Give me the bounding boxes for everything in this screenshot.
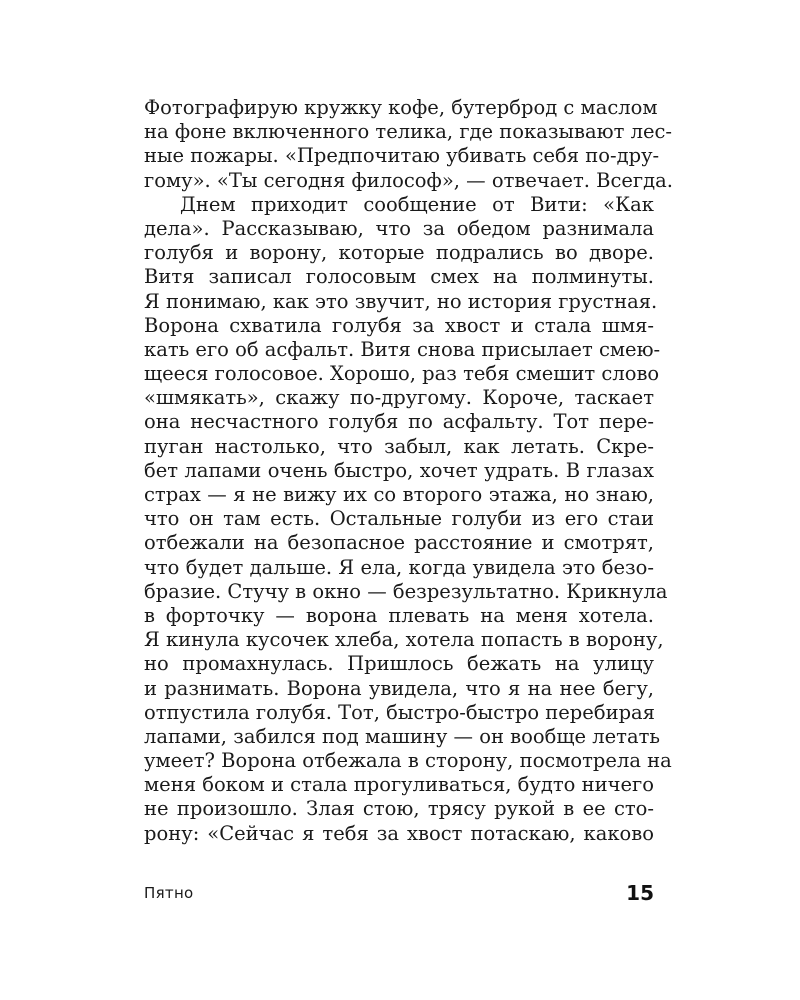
text-line: и разнимать. Ворона увидела, что я на нее бегу, bbox=[144, 676, 654, 700]
text-line: Я кинула кусочек хлеба, хотела попасть в ворону, bbox=[144, 628, 664, 652]
text-line: что он там есть. Остальные голуби из его стаи bbox=[144, 507, 654, 531]
page-number: 15 bbox=[626, 881, 654, 905]
text-line: лапами, забился под машину — он вообще летать bbox=[144, 724, 660, 748]
text-line: дела». Рассказываю, что за обедом разнимала bbox=[144, 216, 654, 240]
text-line: щееся голосовое. Хорошо, раз тебя смешит слово bbox=[144, 362, 660, 386]
text-line: Ворона схватила голубя за хвост и стала шмя- bbox=[144, 313, 654, 337]
text-line: не произошло. Злая стою, трясу рукой в ее сто- bbox=[144, 797, 654, 821]
text-line: отпустила голубя. Тот, быстро-быстро перебирая bbox=[144, 700, 655, 724]
text-line: умеет? Ворона отбежала в сторону, посмотрела на bbox=[144, 749, 672, 773]
text-line: Днем приходит сообщение от Вити: «Как bbox=[180, 192, 654, 216]
text-line: рону: «Сейчас я тебя за хвост потаскаю, каково bbox=[144, 821, 654, 845]
text-line: она несчастного голубя по асфальту. Тот пере- bbox=[144, 410, 654, 434]
text-line: Я понимаю, как это звучит, но история грустная. bbox=[144, 289, 658, 313]
text-line: голубя и ворону, которые подрались во дворе. bbox=[144, 241, 654, 265]
page-footer bbox=[144, 881, 654, 908]
text-line: «шмякать», скажу по-другому. Короче, таскает bbox=[144, 386, 654, 410]
text-line: пуган настолько, что забыл, как летать. Скре- bbox=[144, 434, 654, 458]
text-line: отбежали на безопасное расстояние и смотрят, bbox=[144, 531, 654, 555]
text-line: но промахнулась. Пришлось бежать на улицу bbox=[144, 652, 654, 676]
text-line: ные пожары. «Предпочитаю убивать себя по-дру- bbox=[144, 144, 660, 168]
text-line: гому». «Ты сегодня философ», — отвечает. Всегда. bbox=[144, 168, 673, 192]
text-line: меня боком и стала прогуливаться, будто ничего bbox=[144, 773, 654, 797]
body-text bbox=[144, 96, 673, 846]
text-line: страх — я не вижу их со второго этажа, но знаю, bbox=[144, 483, 654, 506]
text-line: бет лапами очень быстро, хочет удрать. В глазах bbox=[144, 458, 654, 482]
text-line: Витя записал голосовым смех на полминуты. bbox=[144, 265, 654, 289]
text-line: что будет дальше. Я ела, когда увидела это безо- bbox=[144, 555, 654, 579]
running-title: Пятно bbox=[144, 884, 194, 902]
text-line: бразие. Стучу в окно — безрезультатно. Крикнула bbox=[144, 579, 668, 603]
text-line: на фоне включенного телика, где показывают лес- bbox=[144, 120, 673, 144]
text-line: Фотографирую кружку кофе, бутерброд с маслом bbox=[144, 96, 658, 119]
text-line: кать его об асфальт. Витя снова присылает смею- bbox=[144, 337, 661, 361]
text-line: в форточку — ворона плевать на меня хотела. bbox=[144, 603, 654, 627]
